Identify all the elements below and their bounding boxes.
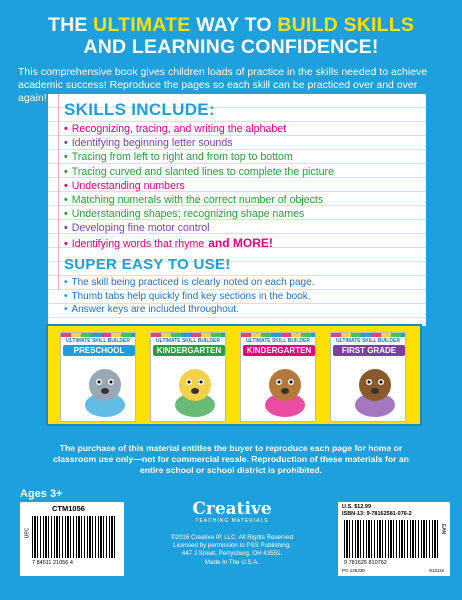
bullet-icon: •: [64, 193, 68, 206]
copyright-line: Licensed by permission to PSS Publishing,: [173, 542, 291, 550]
easy-title: SUPER EASY TO USE!: [64, 256, 231, 273]
headline-text: THE: [47, 14, 94, 36]
book-series: ULTIMATE SKILL BUILDER: [336, 338, 400, 344]
price: U.S. $12.99: [342, 504, 372, 510]
mascot-icon: [167, 361, 223, 417]
copyright-line: 447 J Street, Perrysburg, OH 43551.: [181, 550, 283, 558]
publisher-logo: [184, 500, 280, 524]
bullet-icon: •: [64, 277, 68, 288]
book-series-banner: [46, 324, 422, 426]
book-cover: [150, 332, 226, 422]
book-series: ULTIMATE SKILL BUILDER: [156, 338, 220, 344]
bullet-icon: •: [64, 137, 68, 150]
mascot-icon: [77, 361, 133, 417]
product-code: CTM1056: [52, 504, 85, 513]
skill-item: [64, 150, 414, 164]
book-grade: KINDERGARTEN: [153, 345, 225, 356]
mascot-icon: [347, 361, 403, 417]
copyright-line: ©2016 Creative IP, LLC. All Rights Reserved: [170, 534, 294, 541]
skill-item: [64, 179, 414, 193]
skill-text: Developing fine motor control: [71, 222, 210, 235]
skill-text: Identifying beginning letter sounds: [71, 137, 233, 150]
copyright-text: [140, 534, 324, 567]
rainbow-band: [241, 333, 315, 337]
bullet-icon: •: [64, 208, 68, 221]
skills-list: [64, 122, 414, 250]
easy-list: [64, 276, 414, 317]
book-grade: KINDERGARTEN: [243, 345, 315, 356]
book-grade: FIRST GRADE: [333, 345, 405, 356]
intro-text: This comprehensive book gives children loads of practice in the skills needed to achieve academic success! Reproduce the pages so each skill can be practiced over and over again!: [18, 66, 428, 104]
and-more-label: and MORE!: [208, 235, 273, 250]
skill-item: [64, 136, 414, 150]
skill-item: [64, 165, 414, 179]
margin-line: [58, 94, 59, 290]
upc-barcode: [20, 502, 124, 576]
easy-text: The skill being practiced is clearly noted on each page.: [71, 277, 315, 288]
bullet-icon: •: [64, 237, 68, 250]
headline-text: WAY TO: [190, 14, 278, 36]
book-grade: PRESCHOOL: [63, 345, 135, 356]
isbn-barcode: [338, 502, 450, 576]
ean-label: EAN: [439, 523, 446, 535]
skill-text: Tracing from left to right and from top to bottom: [71, 151, 293, 164]
skill-item: [64, 207, 414, 221]
mascot-icon: [257, 361, 313, 417]
bullet-icon: •: [64, 222, 68, 235]
skill-text: Recognizing, tracing, and writing the alphabet: [71, 123, 287, 135]
age-label: Ages 3+: [20, 488, 63, 500]
book-cover: [240, 332, 316, 422]
skill-text: Matching numerals with the correct number of objects: [71, 193, 324, 206]
bullet-icon: •: [64, 304, 68, 315]
headline: [0, 14, 462, 58]
skill-item: [64, 221, 414, 235]
rainbow-band: [151, 333, 225, 337]
logo-subtitle: TEACHING MATERIALS: [195, 518, 269, 524]
book-series: ULTIMATE SKILL BUILDER: [66, 338, 130, 344]
skill-item: [64, 122, 414, 136]
book-cover: [60, 332, 136, 422]
skills-title: SKILLS INCLUDE:: [64, 100, 215, 119]
easy-item: [64, 290, 414, 304]
bullet-icon: •: [64, 165, 68, 178]
upc-label: UPC: [24, 527, 31, 539]
isbn-number: 9 781625 810762: [344, 560, 387, 566]
barcode-bars: [344, 520, 440, 558]
skill-text: Tracing curved and slanted lines to complete the picture: [71, 165, 334, 178]
skill-text: Understanding shapes; recognizing shape names: [71, 208, 305, 221]
legal-notice: The purchase of this material entitles the buyer to reproduce each page for home or classroom use only—not for commercial resale. Reproduction of these materials for an entire school or school district is prohibited.: [53, 443, 409, 476]
copyright-line: Made In The U.S.A.: [204, 558, 260, 566]
rainbow-band: [61, 333, 135, 337]
easy-text: Thumb tabs help quickly find key sections in the book.: [71, 290, 311, 302]
headline-line-2: AND LEARNING CONFIDENCE!: [83, 36, 379, 58]
print-code: 013115: [429, 568, 444, 573]
barcode-bars: [32, 516, 116, 558]
rainbow-band: [331, 333, 405, 337]
price-info: [342, 504, 412, 518]
skill-text: Understanding numbers: [71, 179, 185, 192]
po-number: PO 125330: [342, 568, 365, 573]
logo-word: Creative: [192, 499, 272, 519]
bullet-icon: •: [64, 151, 68, 164]
isbn: ISBN-13: 9-78162581-076-2: [342, 511, 412, 517]
book-series: ULTIMATE SKILL BUILDER: [246, 338, 310, 344]
headline-highlight: BUILD SKILLS: [277, 14, 415, 36]
bullet-icon: •: [64, 123, 68, 135]
headline-line-1: [0, 14, 462, 36]
book-cover: [330, 332, 406, 422]
easy-text: Answer keys are included throughout.: [71, 304, 239, 315]
skill-item: [64, 193, 414, 207]
skill-item: [64, 236, 414, 250]
skill-text: Identifying words that rhyme: [71, 237, 205, 250]
headline-highlight: ULTIMATE: [93, 14, 191, 36]
easy-item: [64, 303, 414, 317]
bullet-icon: •: [64, 290, 68, 302]
upc-number: 7 84511 21056 4: [32, 560, 73, 566]
easy-item: [64, 276, 414, 290]
bullet-icon: •: [64, 179, 68, 192]
